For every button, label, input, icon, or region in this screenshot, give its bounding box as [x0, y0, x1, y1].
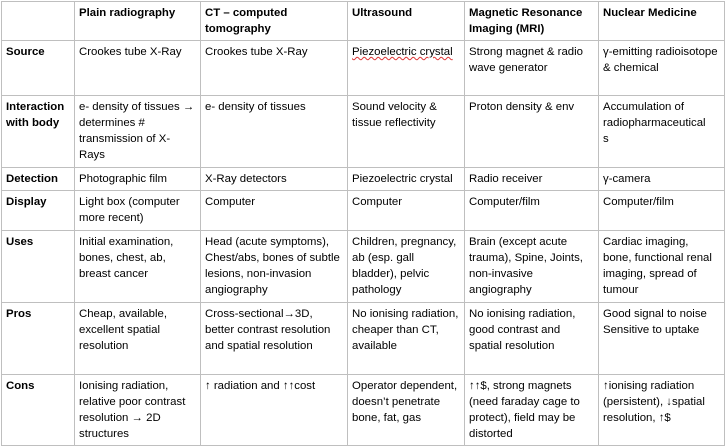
table-row	[2, 41, 725, 96]
header-row	[2, 2, 725, 41]
table-cell: Head (acute symptoms), Chest/abs, bones of subtle lesions, non-invasion angiography	[201, 231, 348, 303]
table-cell: Children, pregnancy, ab (esp. gall bladder), pelvic pathology	[348, 231, 465, 303]
table-row	[2, 231, 725, 303]
row-label-interaction: Interaction with body	[2, 96, 75, 168]
table-cell: Proton density & env	[465, 96, 599, 168]
table-cell: Ionising radiation, relative poor contrast resolution → 2D structures	[75, 375, 201, 446]
table-cell: Computer	[348, 191, 465, 231]
table-row	[2, 168, 725, 191]
imaging-comparison-table	[1, 1, 725, 446]
table-cell: No ionising radiation, cheaper than CT, available	[348, 303, 465, 375]
row-label-pros: Pros	[2, 303, 75, 375]
table-cell: Sound velocity & tissue reflectivity	[348, 96, 465, 168]
table-cell: Computer/film	[465, 191, 599, 231]
table-cell: Cardiac imaging, bone, functional renal imaging, spread of tumour	[599, 231, 725, 303]
table-cell: ↑ionising radiation (persistent), ↓spatial resolution, ↑$	[599, 375, 725, 446]
table-cell: Brain (except acute trauma), Spine, Joints, non-invasive angiography	[465, 231, 599, 303]
header-plain-radiography: Plain radiography	[75, 2, 201, 41]
table-cell: γ-camera	[599, 168, 725, 191]
table-cell: Light box (computer more recent)	[75, 191, 201, 231]
table-cell: e- density of tissues	[201, 96, 348, 168]
table-cell: Computer	[201, 191, 348, 231]
row-label-detection: Detection	[2, 168, 75, 191]
row-label-source: Source	[2, 41, 75, 96]
table-cell: Photographic film	[75, 168, 201, 191]
table-cell: Initial examination, bones, chest, ab, breast cancer	[75, 231, 201, 303]
table-cell: Crookes tube X-Ray	[75, 41, 201, 96]
table-row	[2, 375, 725, 446]
table-cell: Piezoelectric crystal	[348, 168, 465, 191]
table-cell: Strong magnet & radio wave generator	[465, 41, 599, 96]
row-label-cons: Cons	[2, 375, 75, 446]
header-corner	[2, 2, 75, 41]
table-cell: X-Ray detectors	[201, 168, 348, 191]
header-ct: CT – computed tomography	[201, 2, 348, 41]
table-cell: Cheap, available, excellent spatial resolution	[75, 303, 201, 375]
table-cell: e- density of tissues → determines # transmission of X-Rays	[75, 96, 201, 168]
header-ultrasound: Ultrasound	[348, 2, 465, 41]
table-cell: Computer/film	[599, 191, 725, 231]
table-cell: Accumulation of radiopharmaceutical s	[599, 96, 725, 168]
table-row	[2, 96, 725, 168]
table-cell: Radio receiver	[465, 168, 599, 191]
row-label-display: Display	[2, 191, 75, 231]
table-cell: Crookes tube X-Ray	[201, 41, 348, 96]
table-cell: γ-emitting radioisotope & chemical	[599, 41, 725, 96]
header-nuclear-medicine: Nuclear Medicine	[599, 2, 725, 41]
table-row	[2, 303, 725, 375]
table-row	[2, 191, 725, 231]
table-cell: ↑↑$, strong magnets (need faraday cage to protect), field may be distorted	[465, 375, 599, 446]
row-label-uses: Uses	[2, 231, 75, 303]
header-mri: Magnetic Resonance Imaging (MRI)	[465, 2, 599, 41]
table-cell: Cross-sectional→3D, better contrast resolution and spatial resolution	[201, 303, 348, 375]
table-cell: Operator dependent, doesn’t penetrate bone, fat, gas	[348, 375, 465, 446]
table-cell: Good signal to noise Sensitive to uptake	[599, 303, 725, 375]
table-cell: Piezoelectric crystal	[348, 41, 465, 96]
table-cell: ↑ radiation and ↑↑cost	[201, 375, 348, 446]
table-cell: No ionising radiation, good contrast and spatial resolution	[465, 303, 599, 375]
